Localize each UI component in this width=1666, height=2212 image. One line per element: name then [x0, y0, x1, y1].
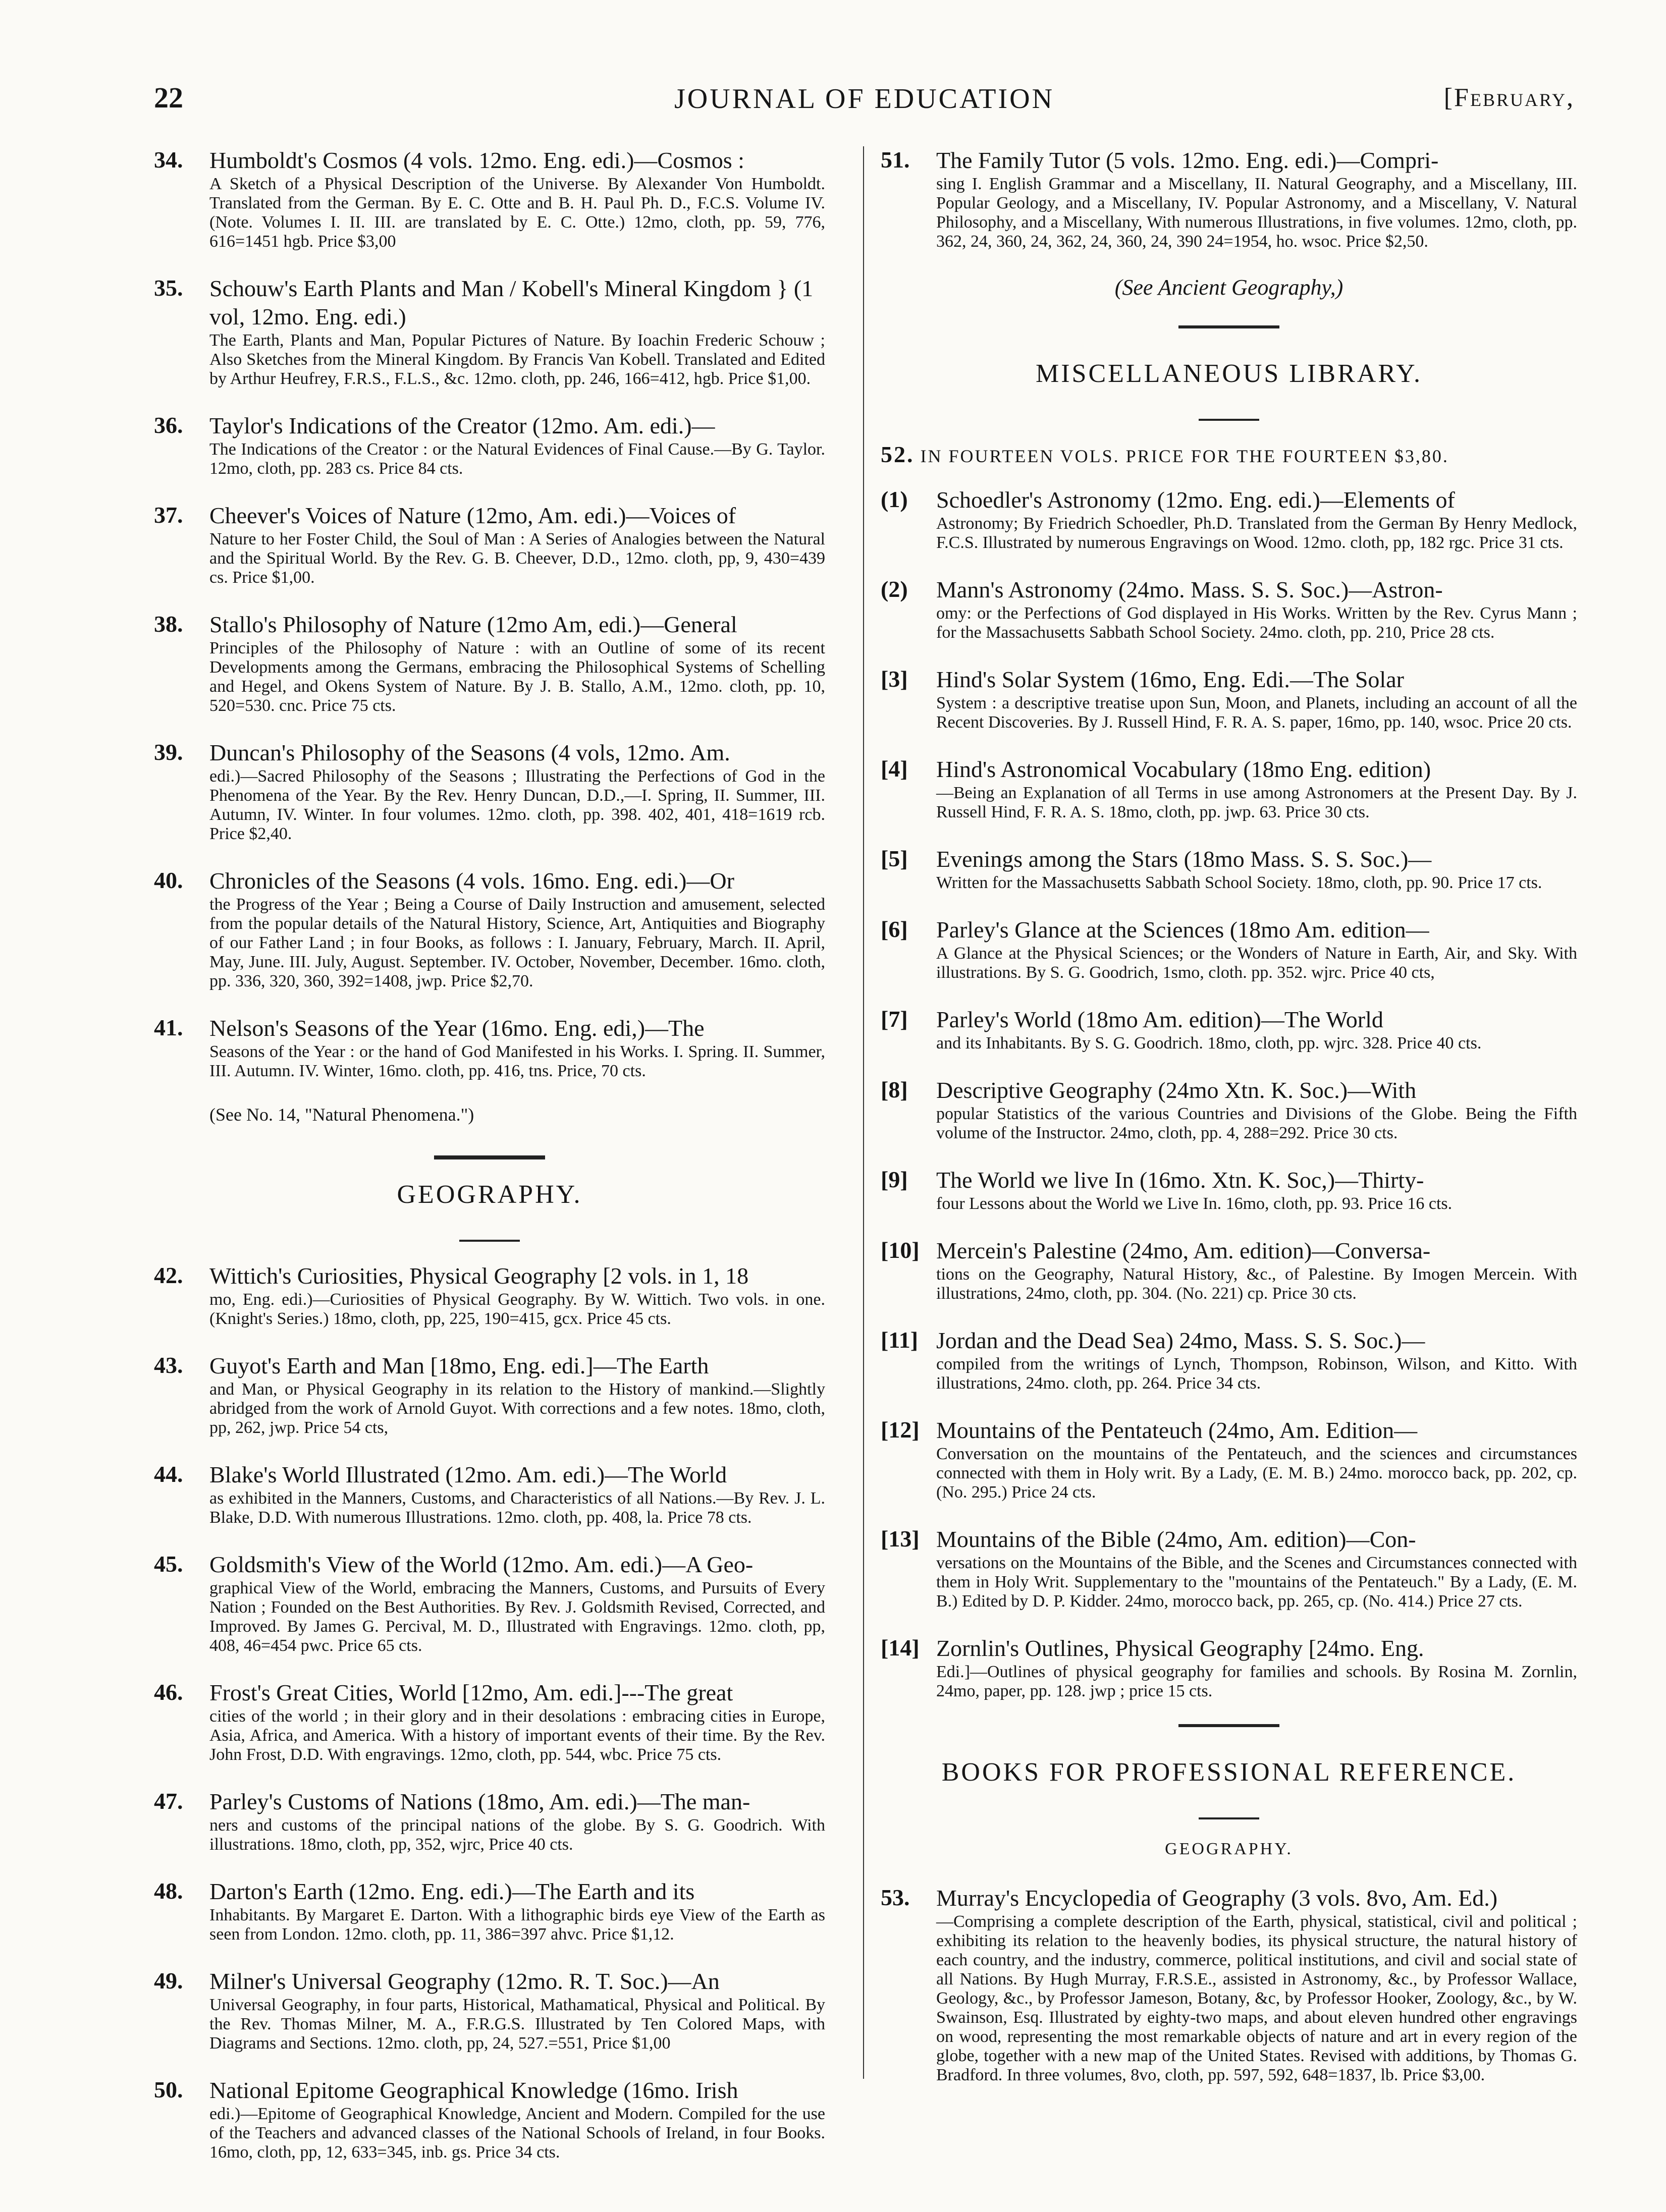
entry-number: 41. — [154, 1015, 183, 1040]
entry-number: [8] — [881, 1077, 908, 1102]
entry-number: 49. — [154, 1968, 183, 1994]
catalog-entry — [881, 486, 1577, 552]
catalog-entry — [154, 1352, 825, 1437]
entry-number: 37. — [154, 502, 183, 528]
entry-number: 45. — [154, 1551, 183, 1577]
entry-number: [3] — [881, 666, 908, 692]
entry-52-number: 52. — [881, 441, 915, 467]
entry-description: and its Inhabitants. By S. G. Goodrich. 18mo, cloth, pp. wjrc. 328. Price 40 cts. — [936, 1034, 1482, 1053]
entry-number: 53. — [881, 1885, 910, 1910]
entry-description: Astronomy; By Friedrich Schoedler, Ph.D. Translated from the German By Henry Medlock, F.C.S. Illustrated by numerous Engravings on Wood. 12mo. cloth, pp, 182 rgc. Price 31 cts. — [936, 514, 1577, 552]
entries-group-b — [154, 1262, 825, 2162]
entry-number: [6] — [881, 916, 908, 942]
catalog-entry — [154, 502, 825, 587]
entry-title: Guyot's Earth and Man [18mo, Eng. edi.]—The Earth — [209, 1353, 709, 1378]
catalog-entry — [881, 1416, 1577, 1502]
catalog-entry — [881, 1006, 1577, 1053]
entry-title: Evenings among the Stars (18mo Mass. S. S. Soc.)— — [936, 846, 1432, 872]
entry-title: The Family Tutor (5 vols. 12mo. Eng. edi.)—Compri- — [936, 147, 1439, 173]
entry-number: 39. — [154, 739, 183, 765]
catalog-entry — [881, 666, 1577, 732]
entry-title: Milner's Universal Geography (12mo. R. T. Soc.)—An — [209, 1968, 720, 1994]
entry-number: [7] — [881, 1006, 908, 1032]
entry-description: mo, Eng. edi.)—Curiosities of Physical Geography. By W. Wittich. Two vols. in one. (Knight's Series.) 18mo, cloth, pp, 225, 190=415, gcx. Price 45 cts. — [209, 1290, 825, 1328]
entry-title: Chronicles of the Seasons (4 vols. 16mo. Eng. edi.)—Or — [209, 868, 734, 894]
catalog-entry — [154, 2076, 825, 2162]
page-header — [154, 71, 1575, 131]
entry-52-intro-text: IN FOURTEEN VOLS. PRICE FOR THE FOURTEEN $3,80. — [920, 446, 1449, 466]
entry-number: [9] — [881, 1167, 908, 1192]
entry-description: and Man, or Physical Geography in its relation to the History of mankind.—Slightly abridged from the work of Arnold Guyot. With corrections and a few notes. 18mo, cloth, pp, 262, jwp. Price 54 cts, — [209, 1380, 825, 1437]
entry-description: Nature to her Foster Child, the Soul of Man : A Series of Analogies between the Natural and the Spiritual World. By the Rev. G. B. Cheever, D.D., 12mo. cloth, pp, 9, 430=439 cs. Price $1,00. — [209, 530, 825, 587]
entry-description: Seasons of the Year : or the hand of God Manifested in his Works. I. Spring. II. Summer, III. Autumn. IV. Winter, 16mo. cloth, pp. 416, tns. Price, 70 cts. — [209, 1042, 825, 1080]
entry-title: Descriptive Geography (24mo Xtn. K. Soc.)—With — [936, 1077, 1417, 1103]
entry-description: —Being an Explanation of all Terms in use among Astronomers at the Present Day. By J. Russell Hind, F. R. A. S. 18mo, cloth, pp. jwp. 63. Price 30 cts. — [936, 784, 1577, 821]
entry-number: [10] — [881, 1237, 920, 1263]
entry-description: edi.)—Epitome of Geographical Knowledge, Ancient and Modern. Compiled for the use of the Teachers and advanced classes of the National Schools of Ireland, in four Books. 16mo, cloth, pp, 12, 633=345, inb. gs. Price 34 cts. — [209, 2105, 825, 2162]
entry-title: Nelson's Seasons of the Year (16mo. Eng. edi,)—The — [209, 1015, 705, 1041]
catalog-entry — [881, 1076, 1577, 1143]
entry-description: compiled from the writings of Lynch, Thompson, Robinson, Wilson, and Kitto. With illustrations, 24mo. cloth, pp. 264. Price 34 cts. — [936, 1355, 1577, 1393]
catalog-entry — [881, 1166, 1577, 1213]
entry-52-intro — [881, 441, 1577, 468]
entry-title: Mountains of the Pentateuch (24mo, Am. Edition— — [936, 1417, 1418, 1443]
entry-title: Zornlin's Outlines, Physical Geography [24mo. Eng. — [936, 1635, 1424, 1661]
entry-description: four Lessons about the World we Live In. 16mo, cloth, pp. 93. Price 16 cts. — [936, 1194, 1453, 1213]
entry-title: Frost's Great Cities, World [12mo, Am. edi.]---The great — [209, 1680, 733, 1705]
entry-description: A Glance at the Physical Sciences; or the Wonders of Nature in Earth, Air, and Sky. With illustrations. By S. G. Goodrich, 1smo, cloth. pp. 352. wjrc. Price 40 cts, — [936, 944, 1577, 982]
entry-number: [14] — [881, 1635, 920, 1661]
catalog-entry — [154, 1877, 825, 1944]
entry-title: Parley's World (18mo Am. edition)—The World — [936, 1007, 1383, 1032]
entry-51-container — [881, 146, 1577, 251]
miscellaneous-library-list — [881, 486, 1577, 1701]
entry-description: System : a descriptive treatise upon Sun, Moon, and Planets, including an account of all the Recent Discoveries. By J. Russell Hind, F. R. A. S. paper, 16mo, pp. 140, wsoc. Price 20 cts. — [936, 694, 1577, 732]
entry-title: Darton's Earth (12mo. Eng. edi.)—The Earth and its — [209, 1878, 695, 1904]
entry-description: ners and customs of the principal nations of the globe. By S. G. Goodrich. With illustrations. 18mo, cloth, pp, 352, wjrc, Price 40 cts. — [209, 1816, 825, 1854]
entry-title: Murray's Encyclopedia of Geography (3 vols. 8vo, Am. Ed.) — [936, 1885, 1498, 1911]
entry-title: Taylor's Indications of the Creator (12mo. Am. edi.)— — [209, 413, 715, 438]
section-rule-small — [1199, 419, 1259, 421]
catalog-entry — [881, 916, 1577, 982]
entry-title: Mountains of the Bible (24mo, Am. edition)—Con- — [936, 1526, 1416, 1552]
entry-number: 40. — [154, 867, 183, 893]
entry-number: [13] — [881, 1526, 920, 1552]
section-rule — [1178, 325, 1279, 328]
journal-title: JOURNAL OF EDUCATION — [674, 83, 1055, 115]
catalog-entry — [881, 1634, 1577, 1701]
entry-number: 43. — [154, 1352, 183, 1378]
entry-description: omy: or the Perfections of God displayed in His Works. Written by the Rev. Cyrus Mann ; for the Massachusetts Sabbath School Society. 24mo. cloth, pp. 210, Price 28 cts. — [936, 604, 1577, 642]
entry-title: Parley's Glance at the Sciences (18mo Am. edition— — [936, 917, 1429, 943]
catalog-entry — [154, 1551, 825, 1655]
entry-description: Conversation on the mountains of the Pentateuch, and the sciences and circumstances connected with them in Holy writ. By a Lady, (E. M. B.) 24mo. morocco back, pp. 202, cp. (No. 295.) Price 24 cts. — [936, 1445, 1577, 1502]
entry-title: Schoedler's Astronomy (12mo. Eng. edi.)—Elements of — [936, 487, 1455, 513]
left-column — [154, 146, 825, 2185]
catalog-entry — [881, 845, 1577, 893]
section-rule — [1178, 1724, 1279, 1727]
catalog-entry — [154, 739, 825, 844]
entry-title: Hind's Solar System (16mo, Eng. Edi.—The Solar — [936, 667, 1404, 692]
entry-description: cities of the world ; in their glory and in their desolations : embracing cities in Europe, Asia, Africa, and America. With a history of important events of their time. By the Rev. John Frost, D.D. With engravings. 12mo, cloth, pp. 544, wbc. Price 75 cts. — [209, 1707, 825, 1764]
entry-title: Hind's Astronomical Vocabulary (18mo Eng. edition) — [936, 756, 1431, 782]
entry-title: Cheever's Voices of Nature (12mo, Am. edi.)—Voices of — [209, 503, 736, 528]
entry-number: 48. — [154, 1878, 183, 1904]
entry-title: Humboldt's Cosmos (4 vols. 12mo. Eng. edi.)—Cosmos : — [209, 147, 744, 173]
section-rule — [434, 1155, 545, 1159]
catalog-entry — [154, 1461, 825, 1527]
entry-number: 47. — [154, 1788, 183, 1814]
entry-number: 34. — [154, 147, 183, 173]
entry-description: Edi.]—Outlines of physical geography for families and schools. By Rosina M. Zornlin, 24mo, paper, pp. 128. jwp ; price 15 cts. — [936, 1663, 1577, 1700]
entry-title: Goldsmith's View of the World (12mo. Am. edi.)—A Geo- — [209, 1552, 754, 1577]
catalog-entry — [154, 1679, 825, 1764]
entry-number: 42. — [154, 1262, 183, 1288]
header-month: [February, — [1443, 83, 1575, 112]
entry-description: The Earth, Plants and Man, Popular Pictures of Nature. By Ioachin Frederic Schouw ; Also Sketches from the Mineral Kingdom. By Francis Van Kobell. Translated and Edited by Arthur Heufrey, F.R.S., F.L.S., &c. 12mo. cloth, pp. 246, 166=412, hgb. Price $1,00. — [209, 331, 825, 388]
entry-description: Universal Geography, in four parts, Historical, Mathamatical, Physical and Political. By the Rev. Thomas Milner, M. A., F.R.G.S. Illustrated by Ten Colored Maps, with Diagrams and Sections. 12mo. cloth, pp, 24, 527.=551, Price $1,00 — [209, 1996, 825, 2053]
entry-description: the Progress of the Year ; Being a Course of Daily Instruction and amusement, selected from the popular details of the Natural History, Science, Art, Antiquities and Biography of our Father Land ; in four Books, as follows : I. January, February, March. II. April, May, June. III. July, August. September. IV. October, November, December. 16mo. cloth, pp. 336, 320, 360, 392=1408, jwp. Price $2,70. — [209, 895, 825, 990]
entry-title: Mercein's Palestine (24mo, Am. edition)—Conversa- — [936, 1238, 1431, 1263]
cross-reference-note: (See No. 14, "Natural Phenomena.") — [209, 1104, 474, 1125]
entry-title: The World we live In (16mo. Xtn. K. Soc,)—Thirty- — [936, 1167, 1424, 1193]
entry-description: —Comprising a complete description of the Earth, physical, statistical, civil and political ; exhibiting its relation to the heavenly bodies, its physical structure, the natural history of each country, and the industry, commerce, political institutions, and civil and social state of all Nations. By Hugh Murray, F.R.S.E., assisted in Astronomy, &c., by Professor Wallace, Geology, &c., by Professor Jameson, Botany, &c, by Professor Hooker, Zoology, &c., by W. Swainson, Esq. Illustrated by eighty-two maps, and about eleven hundred other engravings on wood, representing the most remarkable objects of nature and art in every region of the globe, together with a new map of the United States. Revised with additions, by Thomas G. Bradford. In three volumes, 8vo, cloth, pp. 597, 592, 648=1837, lb. Price $3,00. — [936, 1912, 1577, 2084]
catalog-entry — [881, 1237, 1577, 1303]
entry-description: Principles of the Philosophy of Nature : with an Outline of some of its recent Developments among the Germans, embracing the Philosophical Systems of Schelling and Hegel, and Okens System of Nature. By J. B. Stallo, A.M., 12mo. cloth, pp. 10, 520=530. cnc. Price 75 cts. — [209, 639, 825, 715]
catalog-entry — [881, 1884, 1577, 2085]
entry-title: National Epitome Geographical Knowledge (16mo. Irish — [209, 2077, 738, 2103]
catalog-entry — [154, 1967, 825, 2053]
entry-title: Jordan and the Dead Sea) 24mo, Mass. S. S. Soc.)— — [936, 1328, 1425, 1353]
section-heading-professional-reference: BOOKS FOR PROFESSIONAL REFERENCE. — [941, 1758, 1517, 1787]
entries-group-a — [154, 146, 825, 1081]
entry-number: [12] — [881, 1417, 920, 1443]
entry-description: sing I. English Grammar and a Miscellany, II. Natural Geography, and a Miscellany, III. Popular Geology, and a Miscellany, IV. Popular Astronomy, and a Miscellany, V. Natural Philosophy, and a Miscellany, With numerous Illustrations, in five volumes. 12mo, cloth, pp. 362, 24, 360, 24, 362, 24, 360, 24, 390 24=1954, ho. wsoc. Price $2,50. — [936, 175, 1577, 251]
entry-number: 50. — [154, 2077, 183, 2103]
entry-description: popular Statistics of the various Countries and Divisions of the Globe. Being the Fifth volume of the Instructor. 24mo, cloth, pp. 4, 288=292. Price 30 cts. — [936, 1104, 1577, 1142]
entry-number: 51. — [881, 147, 910, 173]
page-number: 22 — [154, 81, 183, 114]
entry-number: 36. — [154, 412, 183, 438]
catalog-entry — [881, 576, 1577, 642]
catalog-entry — [154, 867, 825, 991]
entry-number: [5] — [881, 846, 908, 871]
section-heading-misc-library: MISCELLANEOUS LIBRARY. — [1035, 359, 1422, 388]
entry-number: 44. — [154, 1461, 183, 1487]
section-rule-small — [459, 1240, 520, 1242]
entry-title: Schouw's Earth Plants and Man / Kobell's Mineral Kingdom } (1 vol, 12mo. Eng. edi.) — [209, 275, 814, 329]
entry-description: graphical View of the World, embracing the Manners, Customs, and Pursuits of Every Nation ; Founded on the Best Authorities. By Rev. J. Goldsmith Revised, Corrected, and Improved. By James G. Percival, M. D., Illustrated with Engravings. 12mo. cloth, pp, 408, 46=454 pwc. Price 65 cts. — [209, 1579, 825, 1655]
entry-description: edi.)—Sacred Philosophy of the Seasons ; Illustrating the Perfections of God in the Phenomena of the Year. By the Rev. Henry Duncan, D.D.,—I. Spring, II. Summer, III. Autumn, IV. Winter. In four volumes. 12mo. cloth, pp. 398. 402, 401, 418=1619 rcb. Price $2,40. — [209, 767, 825, 843]
catalog-entry — [881, 1326, 1577, 1393]
catalog-entry — [881, 1525, 1577, 1611]
section-rule-small — [1199, 1817, 1259, 1819]
catalog-entry — [154, 412, 825, 478]
column-divider — [863, 146, 864, 2079]
entry-title: Blake's World Illustrated (12mo. Am. edi.)—The World — [209, 1462, 727, 1487]
entry-description: The Indications of the Creator : or the Natural Evidences of Final Cause.—By G. Taylor. 12mo, cloth, pp. 283 cs. Price 84 cts. — [209, 440, 825, 478]
entry-number: 38. — [154, 611, 183, 637]
catalog-entry — [154, 1262, 825, 1329]
catalog-entry — [154, 274, 825, 389]
entry-title: Duncan's Philosophy of the Seasons (4 vols, 12mo. Am. — [209, 740, 730, 765]
entry-title: Parley's Customs of Nations (18mo, Am. edi.)—The man- — [209, 1789, 750, 1814]
see-ancient-geography-note: (See Ancient Geography,) — [1114, 275, 1343, 300]
catalog-entry — [154, 611, 825, 715]
entry-title: Wittich's Curiosities, Physical Geography [2 vols. in 1, 18 — [209, 1263, 749, 1289]
entry-number: [4] — [881, 756, 908, 782]
entry-number: (1) — [881, 486, 908, 512]
entry-53-container — [881, 1884, 1577, 2085]
catalog-entry — [154, 1788, 825, 1854]
catalog-entry — [881, 755, 1577, 822]
entry-description: versations on the Mountains of the Bible, and the Scenes and Circumstances connected with them in Holy Writ. Supplementary to the "mountains of the Pentateuch." By a Lady, (E. M. B.) Edited by D. P. Kidder. 24mo, morocco back, pp. 265, cp. (No. 414.) Price 27 cts. — [936, 1554, 1577, 1611]
catalog-entry — [881, 146, 1577, 251]
entry-description: tions on the Geography, Natural History, &c., of Palestine. By Imogen Mercein. With illustrations, 24mo, cloth, pp. 304. (No. 221) cp. Price 30 cts. — [936, 1265, 1577, 1303]
entry-title: Stallo's Philosophy of Nature (12mo Am, edi.)—General — [209, 612, 737, 637]
entry-title: Mann's Astronomy (24mo. Mass. S. S. Soc.)—Astron- — [936, 577, 1443, 602]
entry-number: (2) — [881, 576, 908, 602]
entry-description: as exhibited in the Manners, Customs, and Characteristics of all Nations.—By Rev. J. L. Blake, D.D. With numerous Illustrations. 12mo. cloth, pp. 408, la. Price 78 cts. — [209, 1489, 825, 1527]
subheading-geography: GEOGRAPHY. — [1165, 1840, 1293, 1858]
entry-description: Inhabitants. By Margaret E. Darton. With a lithographic birds eye View of the Earth as seen from London. 12mo. cloth, pp. 11, 386=397 ahvc. Price $1,12. — [209, 1906, 825, 1944]
section-heading-geography: GEOGRAPHY. — [397, 1180, 582, 1209]
entry-description: A Sketch of a Physical Description of the Universe. By Alexander Von Humboldt. Translated from the German. By E. C. Otte and B. H. Paul Ph. D., F.C.S. Volume IV. (Note. Volumes I. II. III. are translated by E. C. Otte.) 12mo, cloth, pp. 59, 776, 616=1451 hgb. Price $3,00 — [209, 175, 825, 251]
entry-number: 46. — [154, 1679, 183, 1705]
catalog-entry — [154, 1014, 825, 1081]
entry-number: 35. — [154, 275, 183, 301]
entry-number: [11] — [881, 1327, 919, 1353]
entry-description: Written for the Massachusetts Sabbath School Society. 18mo, cloth, pp. 90. Price 17 cts. — [936, 873, 1542, 892]
catalog-entry — [154, 146, 825, 251]
right-column — [881, 146, 1577, 2108]
